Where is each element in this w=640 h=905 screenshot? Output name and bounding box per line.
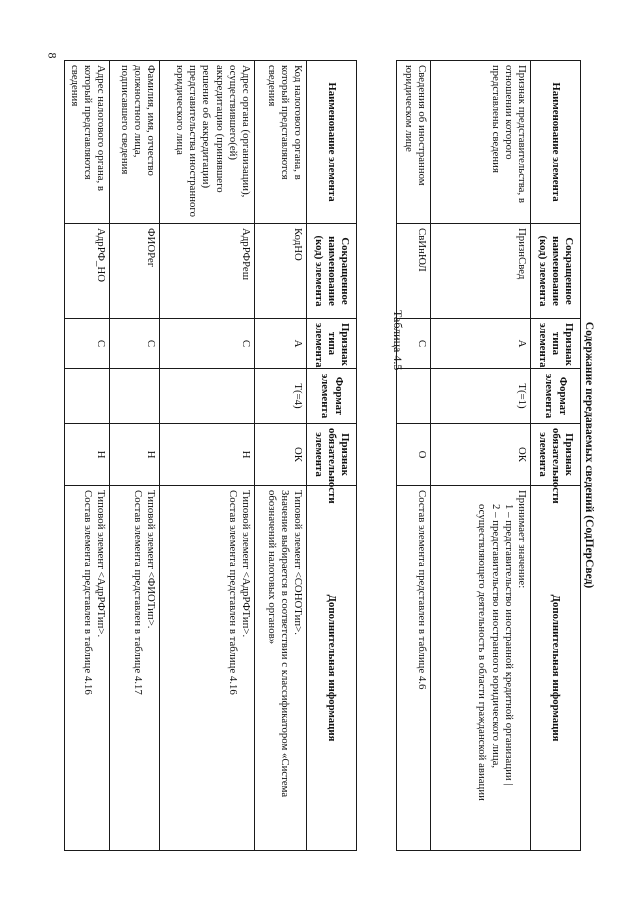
element-required-cell: ОК <box>255 424 307 486</box>
table-row <box>397 61 431 851</box>
element-type-cell: С <box>160 319 255 369</box>
element-name-cell: Адрес налогового органа, в который представляются сведения <box>65 61 110 224</box>
element-type-cell: А <box>255 319 307 369</box>
element-code-cell: ФИОРег <box>110 224 160 319</box>
element-format-cell: T(=1) <box>431 369 531 424</box>
element-format-cell <box>397 369 431 424</box>
element-name-cell: Фамилия, имя, отчество должностного лица, подписавшего сведения <box>110 61 160 224</box>
element-info-cell <box>65 486 110 851</box>
element-type-cell: С <box>397 319 431 369</box>
table-row <box>65 61 110 851</box>
table-row <box>255 61 307 851</box>
info-line: Значение выбирается в соответствии с классификатором «Система обозначений налоговых органов» <box>265 490 291 798</box>
info-line: Состав элемента представлен в таблице 4.17 <box>131 490 144 695</box>
table-row <box>110 61 160 851</box>
element-format-cell: T(=4) <box>255 369 307 424</box>
element-name-cell: Код налогового органа, в который представляются сведения <box>255 61 307 224</box>
element-type-cell: С <box>110 319 160 369</box>
info-line: Типовой элемент <АдрРФТип>. <box>240 490 252 638</box>
element-format-cell <box>65 369 110 424</box>
column-header: Признак типа элемента <box>307 319 357 369</box>
info-line: Состав элемента представлен в таблице 4.16 <box>81 490 94 695</box>
element-required-cell: ОК <box>431 424 531 486</box>
element-info-cell <box>160 486 255 851</box>
table-header-row <box>307 61 357 851</box>
info-line: Состав элемента представлен в таблице 4.16 <box>226 490 239 695</box>
info-line: Типовой элемент <СОНОТип>. <box>292 490 304 635</box>
column-header: Формат элемента <box>307 369 357 424</box>
info-line: 2 – представительство иностранного юридического лица, осуществляющего деятельность в области гражданской авиации <box>476 504 502 801</box>
table-caption: Таблица 4.5 <box>391 310 405 371</box>
element-required-cell: О <box>397 424 431 486</box>
column-header: Признак обязательности элемента <box>307 424 357 486</box>
column-header: Сокращенное наименование (код) элемента <box>307 224 357 319</box>
element-required-cell: Н <box>110 424 160 486</box>
table-4-5-section <box>396 60 595 850</box>
table-header-row <box>531 61 581 851</box>
element-type-cell: А <box>431 319 531 369</box>
element-name-cell: Сведения об иностранном юридическом лице <box>397 61 431 224</box>
info-line: Типовой элемент <ФИОТип>. <box>145 490 157 629</box>
info-line: Состав элемента представлен в таблице 4.6 <box>416 490 428 690</box>
column-header: Признак обязательности элемента <box>531 424 581 486</box>
element-code-cell: ПризнСвед <box>431 224 531 319</box>
element-name-cell: Признак представительства, в отношении которого представлены сведения <box>431 61 531 224</box>
element-format-cell <box>110 369 160 424</box>
element-format-cell <box>160 369 255 424</box>
table-row <box>431 61 531 851</box>
page-number: 8 <box>45 52 60 59</box>
element-info-cell <box>255 486 307 851</box>
element-code-cell: АдрРФРеш <box>160 224 255 319</box>
element-name-cell: Адрес органа (организации), осуществившего(ей) аккредитацию (принявшего решение об аккредитации) представительства иностранного юридического лица <box>160 61 255 224</box>
column-header: Сокращенное наименование (код) элемента <box>531 224 581 319</box>
element-required-cell: Н <box>65 424 110 486</box>
element-type-cell: С <box>65 319 110 369</box>
continuation-table <box>64 60 357 851</box>
column-header: Дополнительная информация <box>307 486 357 851</box>
column-header: Признак типа элемента <box>531 319 581 369</box>
continuation-table-section <box>64 60 357 850</box>
table-row <box>160 61 255 851</box>
info-line: 1 – представительство иностранной кредитной организации | <box>502 504 515 786</box>
element-code-cell: СвИнЮЛ <box>397 224 431 319</box>
column-header: Формат элемента <box>531 369 581 424</box>
element-info-cell <box>110 486 160 851</box>
column-header: Наименование элемента <box>531 61 581 224</box>
table-4-5 <box>396 60 581 851</box>
column-header: Дополнительная информация <box>531 486 581 851</box>
element-code-cell: АдрРФ_НО <box>65 224 110 319</box>
element-info-cell <box>397 486 431 851</box>
table-title: Содержание передаваемых сведений (СодПерСвед) <box>583 321 595 589</box>
column-header: Наименование элемента <box>307 61 357 224</box>
info-line: Типовой элемент <АдрРФТип>. <box>95 490 107 638</box>
element-code-cell: КодНО <box>255 224 307 319</box>
element-required-cell: Н <box>160 424 255 486</box>
info-line: Принимает значение: <box>516 490 528 589</box>
element-info-cell <box>431 486 531 851</box>
